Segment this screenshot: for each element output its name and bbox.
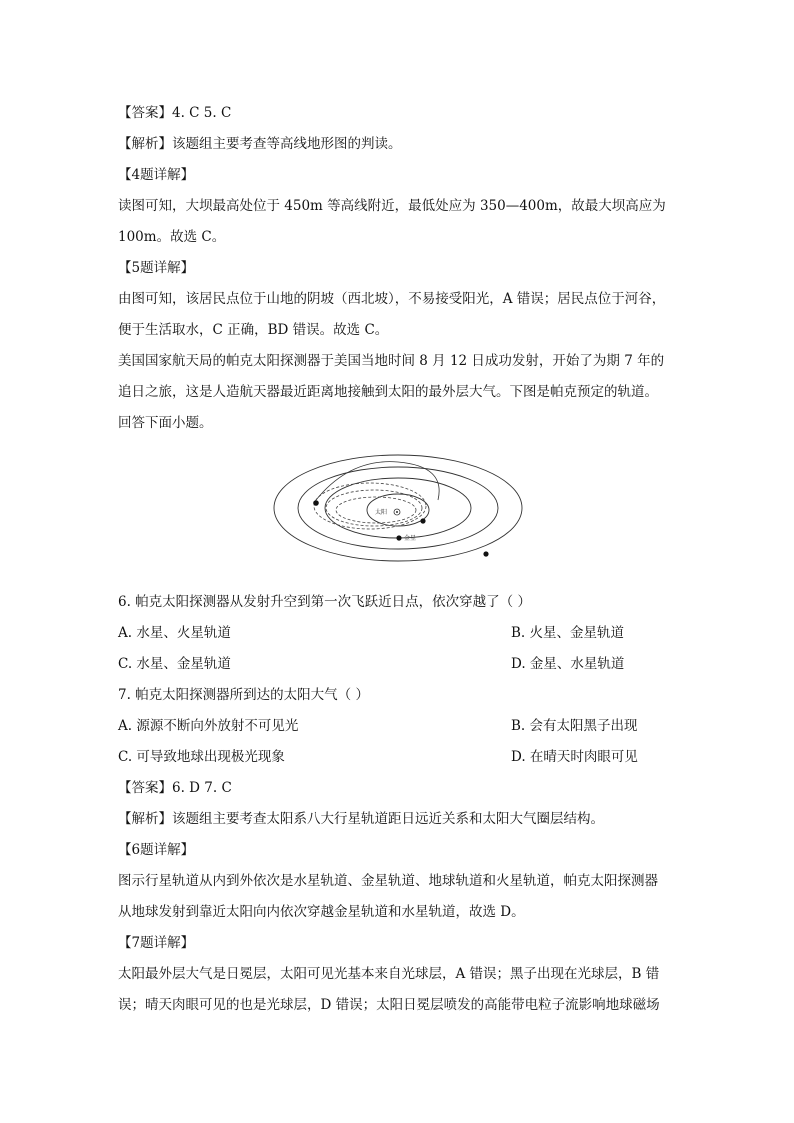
question-option [118,654,625,674]
option-a[interactable]: A. 水星、火星轨道 [118,625,231,641]
outer-planet [483,551,488,556]
passage-line: 回答下面小题。 [118,415,213,431]
section-heading: 【6题详解】 [118,842,195,858]
section-heading: 【4题详解】 [118,167,195,183]
orbit-diagram [270,452,530,564]
answer-line: 【答案】6. D 7. C [118,780,232,796]
body-text-line: 太阳最外层大气是日冕层，太阳可见光基本来自光球层，A 错误；黑子出现在光球层，B 错 [118,966,660,982]
sun-label: 太阳 [375,509,388,516]
question-option [118,747,638,767]
venus-label: 金星 [404,535,417,542]
probe-orbit-1 [314,483,426,529]
analysis-line: 【解析】该题组主要考查太阳系八大行星轨道距日远近关系和太阳大气圈层结构。 [118,811,604,827]
question-option [118,623,625,643]
question-option [118,716,638,736]
option-c[interactable]: C. 可导致地球出现极光现象 [118,749,285,765]
analysis-line: 【解析】该题组主要考查等高线地形图的判读。 [118,136,402,152]
option-d[interactable]: D. 在晴天时肉眼可见 [511,749,638,765]
answer-line: 【答案】4. C 5. C [118,105,232,121]
body-text-line: 由图可知，该居民点位于山地的阴坡（西北坡），不易接受阳光，A 错误；居民点位于河谷， [118,291,666,307]
venus-orbit [325,478,471,538]
body-text-line: 图示行星轨道从内到外依次是水星轨道、金星轨道、地球轨道和火星轨道，帕克太阳探测器 [118,873,658,889]
option-a[interactable]: A. 源源不断向外放射不可见光 [118,718,299,734]
passage-line: 追日之旅，这是人造航天器最近距离地接触到太阳的最外层大气。下图是帕克预定的轨道。 [118,384,658,400]
question-stem: 6. 帕克太阳探测器从发射升空到第一次飞跃近日点，依次穿越了（ ） [118,594,531,610]
body-text-line: 从地球发射到靠近太阳向内依次穿越金星轨道和水星轨道，故选 D。 [118,904,525,920]
body-text-line: 读图可知，大坝最高处位于 450m 等高线附近，最低处应为 350—400m，故最大坝高应为 [118,198,666,214]
earth-planet [313,500,319,506]
option-c[interactable]: C. 水星、金星轨道 [118,656,231,672]
body-text-line: 100m。故选 C。 [118,229,226,245]
orbit-diagram-svg [270,452,530,564]
body-text-line: 误；晴天肉眼可见的也是光球层，D 错误；太阳日冕层喷发的高能带电粒子流影响地球磁场 [118,997,660,1013]
question-stem: 7. 帕克太阳探测器所到达的太阳大气（ ） [118,687,369,703]
sun-center [396,511,398,513]
option-b[interactable]: B. 火星、金星轨道 [511,625,625,641]
outer-orbit [274,455,522,561]
section-heading: 【7题详解】 [118,935,195,951]
passage-line: 美国国家航天局的帕克太阳探测器于美国当地时间 8 月 12 日成功发射，开始了为期 7 年的 [118,353,665,369]
option-d[interactable]: D. 金星、水星轨道 [511,656,625,672]
inner-planet [420,518,425,523]
body-text-line: 便于生活取水，C 正确，BD 错误。故选 C。 [118,322,389,338]
section-heading: 【5题详解】 [118,260,195,276]
option-b[interactable]: B. 会有太阳黑子出现 [511,718,638,734]
venus-planet [396,535,401,540]
